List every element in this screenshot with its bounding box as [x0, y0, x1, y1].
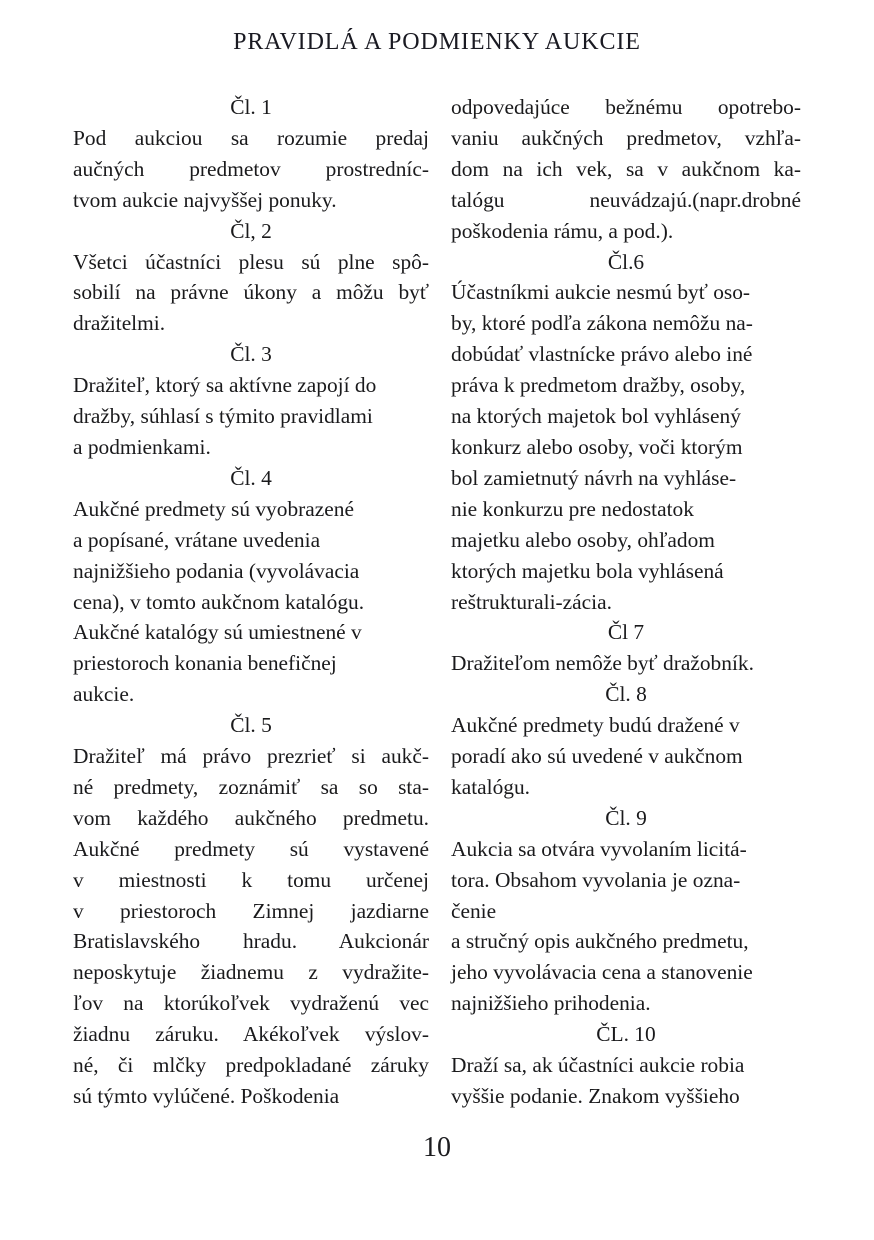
text-line: tora. Obsahom vyvolania je ozna- [451, 867, 741, 892]
text-line: majetku alebo osoby, ohľadom [451, 527, 715, 552]
text-line: Všetci účastníci plesu sú plne spô- [73, 249, 429, 274]
text-line: najnižšieho prihodenia. [451, 991, 651, 1016]
text-line: by, ktoré podľa zákona nemôžu na- [451, 311, 753, 336]
article-heading: ČL. 10 [596, 1022, 656, 1047]
article-heading: Čl. 1 [230, 95, 272, 119]
right-column [451, 92, 801, 1112]
text-line: neposkytuje žiadnemu z vydražite- [73, 960, 429, 985]
text-line: ktorých majetku bola vyhlásená [451, 558, 724, 583]
two-column-body [73, 92, 801, 1108]
text-line: práva k predmetom dražby, osoby, [451, 373, 746, 398]
text-line: dražby, súhlasí s týmito pravidlami [73, 404, 373, 429]
article-paragraph [73, 123, 429, 216]
text-line: vyššie podanie. Znakom vyššieho [451, 1084, 740, 1108]
article-heading: Čl.6 [607, 249, 645, 274]
text-line: bol zamietnutý návrh na vyhláse- [451, 465, 737, 490]
text-line: najnižšieho podania (vyvolávacia [73, 558, 360, 583]
text-line: Aukčné predmety sú vyobrazené [73, 496, 354, 521]
text-line: nie konkurzu pre nedostatok [451, 496, 694, 521]
article-paragraph [451, 648, 801, 679]
text-line: reštrukturali-zácia. [451, 589, 612, 614]
text-line: sobilí na právne úkony a môžu byť [73, 280, 429, 305]
article-heading: Čl. 9 [605, 805, 647, 830]
text-line: vom každého aukčného predmetu. [73, 805, 429, 830]
text-line: a popísané, vrátane uvedenia [73, 527, 321, 552]
text-line: Pod aukciou sa rozumie predaj [73, 125, 429, 150]
page-number: 10 [423, 1132, 451, 1163]
article-paragraph [451, 710, 801, 803]
article-paragraph [73, 741, 429, 1112]
article-paragraph [73, 247, 429, 340]
text-line: Draží sa, ak účastníci aukcie robia [451, 1053, 745, 1078]
article-paragraph [451, 1050, 801, 1112]
text-line: né predmety, zoznámiť sa so sta- [73, 774, 429, 799]
text-line: aukcie. [73, 682, 135, 707]
text-line: Dražiteľ má právo prezrieť si aukč- [73, 744, 429, 769]
article-paragraph [451, 834, 801, 1019]
text-line: na ktorých majetok bol vyhlásený [451, 404, 741, 429]
article-heading: Čl. 8 [605, 682, 647, 707]
text-line: poradí ako sú uvedené v aukčnom [451, 744, 743, 769]
text-line: odpovedajúce bežnému opotrebo- [451, 95, 801, 119]
article-heading: Čl 7 [607, 620, 645, 645]
article-paragraph [451, 277, 801, 617]
text-line: tvom aukcie najvyššej ponuky. [73, 187, 337, 212]
left-column [73, 92, 429, 1112]
text-line: Dražiteľom nemôže byť dražobník. [451, 651, 754, 676]
article-heading: Čl. 3 [230, 342, 272, 367]
text-line: né, či mlčky predpokladané záruky [73, 1053, 429, 1078]
text-line: katalógu. [451, 774, 531, 799]
text-line: dobúdať vlastnícke právo alebo iné [451, 342, 753, 367]
text-line: dom na ich vek, sa v aukčnom ka- [451, 156, 801, 181]
text-line: v miestnosti k tomu určenej [73, 867, 429, 892]
text-line: Bratislavského hradu. Aukcionár [73, 929, 429, 954]
article-heading: Čl. 4 [230, 465, 272, 490]
text-line: ľov na ktorúkoľvek vydraženú vec [73, 991, 429, 1016]
article-paragraph [73, 494, 429, 710]
text-line: sú týmto vylúčené. Poškodenia [73, 1084, 340, 1108]
article-paragraph [451, 92, 801, 247]
text-line: konkurz alebo osoby, voči ktorým [451, 434, 743, 459]
text-line: cena), v tomto aukčnom katalógu. [73, 589, 365, 614]
text-line: Aukčné predmety budú dražené v [451, 713, 740, 738]
text-line: žiadnu záruku. Akékoľvek výslov- [73, 1022, 429, 1047]
page-title: PRAVIDLÁ A PODMIENKY AUKCIE [233, 29, 641, 55]
article-heading: Čl, 2 [230, 218, 272, 243]
text-line: priestoroch konania benefičnej [73, 651, 337, 676]
text-line: dražitelmi. [73, 311, 166, 336]
text-line: aučných predmetov prostredníc- [73, 156, 429, 181]
text-line: Aukčné predmety sú vystavené [73, 836, 429, 861]
text-line: talógu neuvádzajú.(napr.drobné [451, 187, 801, 212]
article-heading: Čl. 5 [230, 713, 272, 738]
text-line: v priestoroch Zimnej jazdiarne [73, 898, 429, 923]
article-paragraph [73, 370, 429, 463]
text-line: Dražiteľ, ktorý sa aktívne zapojí do [73, 373, 377, 398]
text-line: a podmienkami. [73, 434, 211, 459]
text-line: jeho vyvolávacia cena a stanovenie [451, 960, 753, 985]
text-line: Aukčné katalógy sú umiestnené v [73, 620, 362, 645]
text-line: poškodenia rámu, a pod.). [451, 218, 674, 243]
text-line: čenie [451, 898, 497, 923]
text-line: vaniu aukčných predmetov, vzhľa- [451, 125, 801, 150]
text-line: a stručný opis aukčného predmetu, [451, 929, 749, 954]
text-line: Účastníkmi aukcie nesmú byť oso- [451, 280, 751, 305]
text-line: Aukcia sa otvára vyvolaním licitá- [451, 836, 747, 861]
